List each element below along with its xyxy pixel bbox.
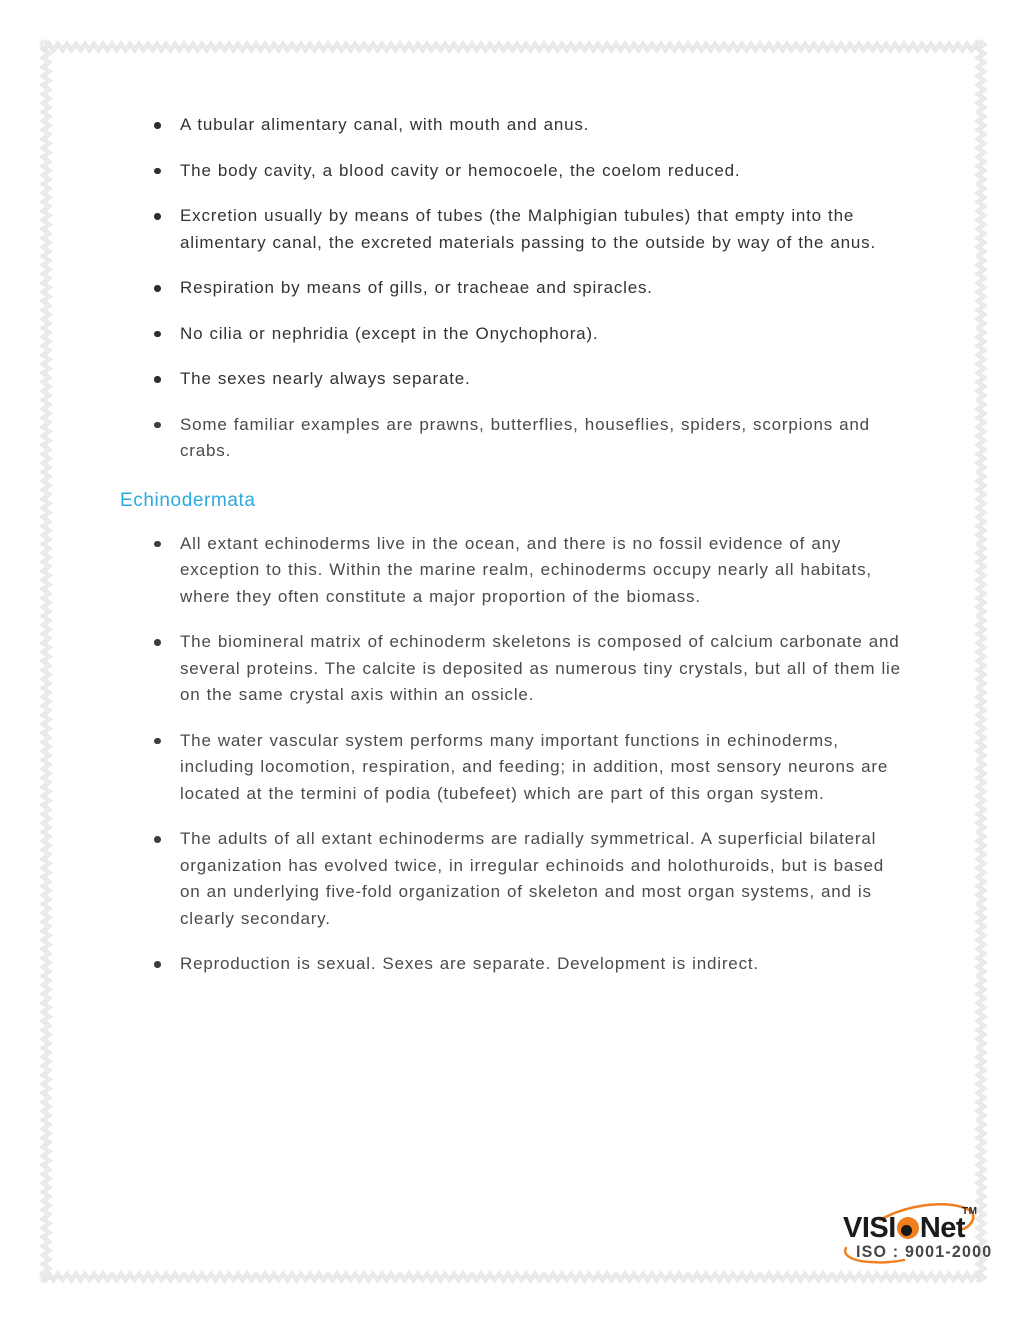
brand-suffix: Net bbox=[919, 1212, 966, 1244]
list-item: No cilia or nephridia (except in the Onychophora). bbox=[120, 321, 902, 348]
list-item: All extant echinoderms live in the ocean, and there is no fossil evidence of any exception to this. Within the marine realm, echinoderms occupy nearly all habitats, where they often constitute a major proportion of the biomass. bbox=[120, 531, 902, 611]
list-item: The sexes nearly always separate. bbox=[120, 366, 902, 393]
brand-prefix: VISI bbox=[843, 1212, 896, 1244]
list-item: Respiration by means of gills, or tracheae and spiracles. bbox=[120, 275, 902, 302]
eye-icon bbox=[897, 1217, 919, 1239]
list-item: The biomineral matrix of echinoderm skeletons is composed of calcium carbonate and several proteins. The calcite is deposited as numerous tiny crystals, but all of them lie on the same crystal axis within an ossicle. bbox=[120, 629, 902, 709]
list-item: The water vascular system performs many important functions in echinoderms, including locomotion, respiration, and feeding; in addition, most sensory neurons are located at the termini of podia (tubefeet) which are part of this organ system. bbox=[120, 728, 902, 808]
list-item: A tubular alimentary canal, with mouth and anus. bbox=[120, 112, 902, 139]
iso-certification-label: ISO : 9001-2000 bbox=[856, 1243, 993, 1262]
echinodermata-bullet-list bbox=[120, 531, 910, 978]
pupil-dot bbox=[901, 1225, 912, 1236]
visionet-logo bbox=[836, 1200, 993, 1278]
trademark-label: TM bbox=[962, 1206, 978, 1217]
page-content bbox=[120, 112, 910, 997]
arthropoda-bullet-list bbox=[120, 112, 910, 465]
echinodermata-heading: Echinodermata bbox=[120, 489, 256, 511]
brand-text bbox=[843, 1212, 965, 1245]
list-item: Some familiar examples are prawns, butterflies, houseflies, spiders, scorpions and crabs. bbox=[120, 412, 902, 465]
list-item: The adults of all extant echinoderms are radially symmetrical. A superficial bilateral organization has evolved twice, in irregular echinoids and holothuroids, but is based on an underlying five-fold organization of skeleton and most organ systems, and is clearly secondary. bbox=[120, 826, 902, 932]
list-item: The body cavity, a blood cavity or hemocoele, the coelom reduced. bbox=[120, 158, 902, 185]
list-item: Excretion usually by means of tubes (the Malphigian tubules) that empty into the alimentary canal, the excreted materials passing to the outside by way of the anus. bbox=[120, 203, 902, 256]
list-item: Reproduction is sexual. Sexes are separate. Development is indirect. bbox=[120, 951, 902, 978]
